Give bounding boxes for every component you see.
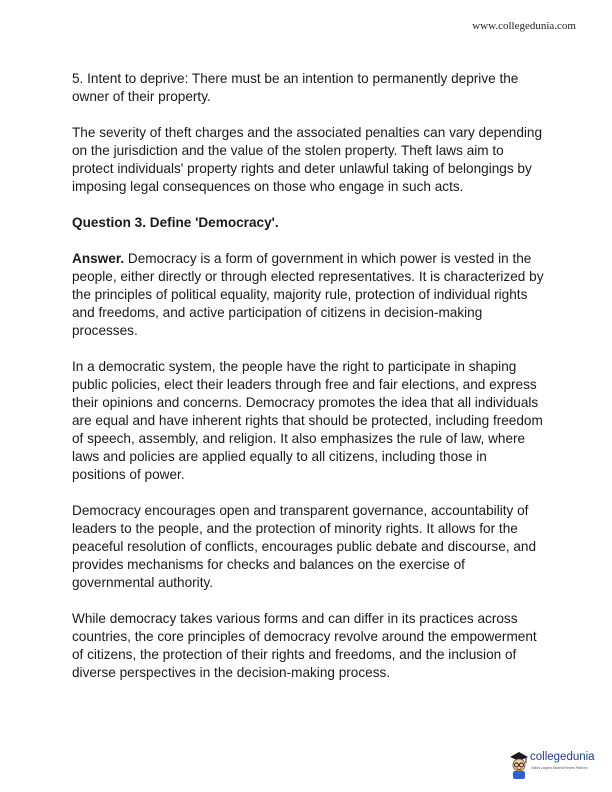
paragraph-core-principles: While democracy takes various forms and can differ in its practices across countries, the core principles of democracy revolve around the empowerment of citizens, the protection of their rights and freedoms, and the inclusion of diverse perspectives in the decision-making process.: [72, 611, 537, 680]
logo-tagline: India's Largest Student Review Platform: [531, 766, 588, 770]
page-content: [72, 70, 544, 700]
question-heading: Question 3. Define 'Democracy'.: [72, 215, 279, 230]
collegedunia-logo[interactable]: [508, 748, 608, 788]
paragraph-democratic-system: In a democratic system, the people have the right to participate in shaping public policies, elect their leaders through free and fair elections, and express their opinions and concerns. Democracy promotes the idea that all individuals are equal and have inherent rights that should be protected, including freedom of speech, assembly, and religion. It also emphasizes the rule of law, where laws and policies are applied equally to all citizens, including those in positions of power.: [72, 359, 543, 482]
logo-wordmark: collegedunia: [530, 751, 595, 763]
answer-label: Answer.: [72, 251, 125, 266]
site-url[interactable]: www.collegedunia.com: [472, 20, 576, 32]
paragraph-theft-severity: The severity of theft charges and the associated penalties can vary depending on the jurisdiction and the value of the stolen property. Theft laws aim to protect individuals' property rights and deter unlawful taking of belongings by imposing legal consequences on those who engage in such acts.: [72, 125, 543, 194]
answer-paragraph: [72, 250, 544, 340]
answer-text: Democracy is a form of government in which power is vested in the people, either directly or through elected representatives. It is characterized by the principles of political equality, majority rule, protection of individual rights and freedoms, and active participation of citizens in decision-making processes.: [72, 251, 544, 338]
student-mascot-icon: [508, 750, 530, 780]
paragraph-governance: Democracy encourages open and transparent governance, accountability of leaders to the people, and the protection of minority rights. It allows for the peaceful resolution of conflicts, encourages public debate and discourse, and provides mechanisms for checks and balances on the exercise of governmental authority.: [72, 503, 536, 590]
paragraph-intent-to-deprive: 5. Intent to deprive: There must be an intention to permanently deprive the owner of their property.: [72, 71, 519, 104]
